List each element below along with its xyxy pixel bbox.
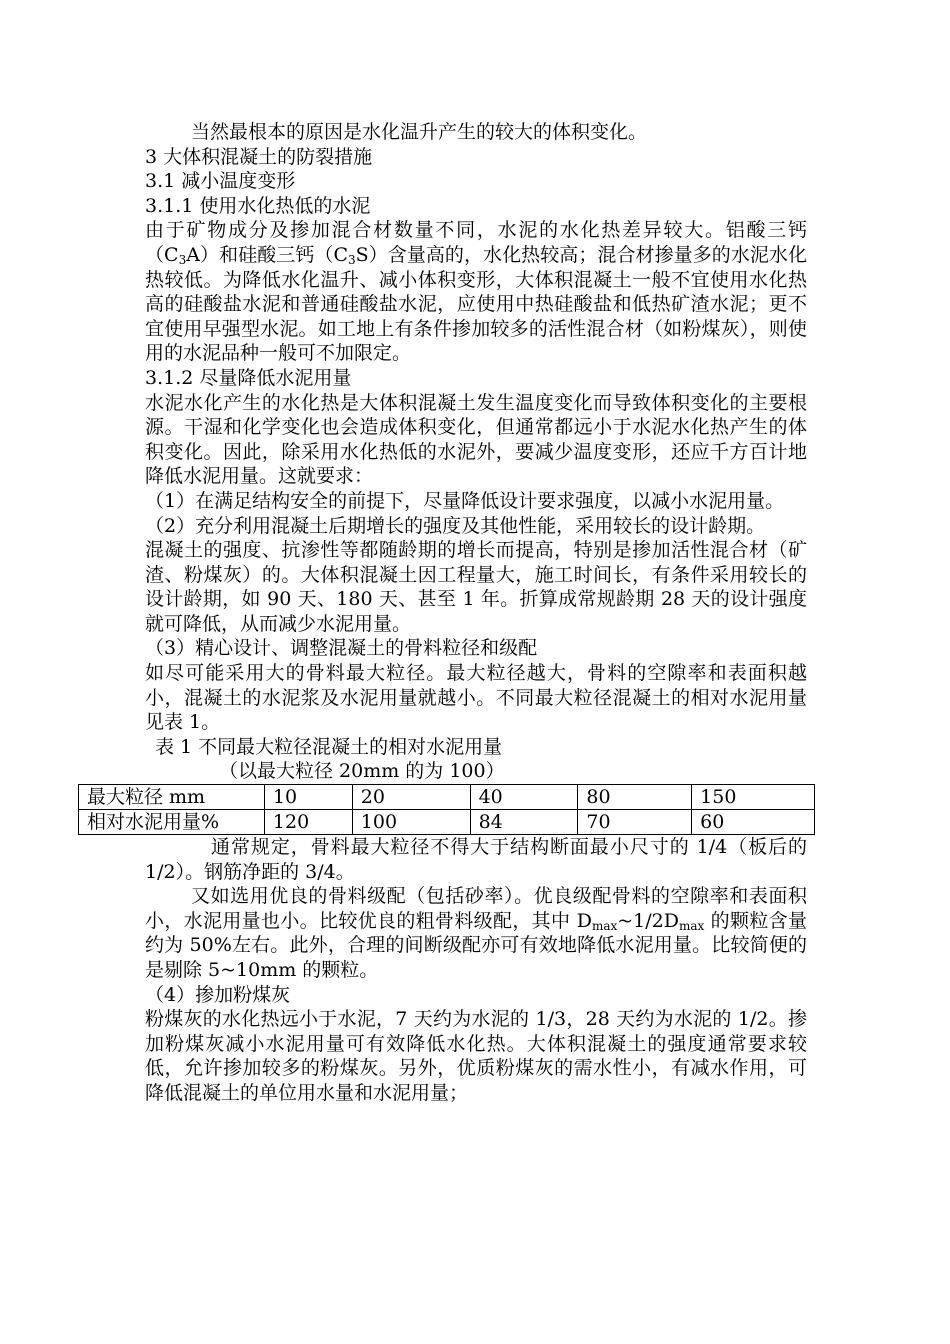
- table-cell: 84: [470, 810, 578, 835]
- text-run: 由于矿物成分及掺加混合材数量不同，水泥的水化热差异较大。铝酸三钙（C: [145, 219, 807, 266]
- table-cell: 20: [352, 785, 470, 810]
- table-row: [79, 810, 815, 835]
- table-cell: 100: [352, 810, 470, 835]
- table-caption-note: （以最大粒径 20mm 的为 100）: [219, 760, 505, 783]
- subscript: max: [678, 918, 705, 933]
- paragraph-fly-ash: 粉煤灰的水化热远小于水泥，7 天约为水泥的 1/3，28 天约为水泥的 1/2。掺加粉煤灰减小水泥用量可有效降低水化热。大体积混凝土的强度通常要求较低，允许掺加较多的粉煤灰。另外，优质粉煤灰的需水性小，有减水作用，可降低混凝土的单位用水量和水泥用量；: [145, 1008, 807, 1104]
- subscript: 3: [178, 252, 187, 267]
- table-cell: 最大粒径 mm: [79, 785, 265, 810]
- list-item-1: （1）在满足结构安全的前提下，尽量降低设计要求强度，以减小水泥用量。: [145, 489, 785, 512]
- cement-ratio-table: [78, 784, 815, 835]
- document-page: [87, 120, 807, 1106]
- table-cell: 120: [264, 810, 352, 835]
- table-cell: 80: [578, 785, 692, 810]
- text-run: A）和硅酸三钙（C: [186, 243, 348, 266]
- paragraph-reduce-cement: 水泥水化产生的水化热是大体积混凝土发生温度变化而导致体积变化的主要根源。干湿和化学变化也会造成体积变化，但通常都远小于水泥水化热产生的体积变化。因此，除采用水化热低的水泥外，要减少温度变形，还应千方百计地降低水泥用量。这就要求：: [145, 391, 807, 488]
- paragraph-age: 混凝土的强度、抗渗性等都随龄期的增长而提高，特别是掺加活性混合材（矿渣、粉煤灰）的。大体积混凝土因工程量大，施工时间长，有条件采用较长的设计龄期，如 90 天、180 天、甚至 1 年。折算成常规龄期 28 天的设计强度就可降低，从而减少水泥用量。: [145, 539, 807, 635]
- list-item-3: （3）精心设计、调整混凝土的骨料粒径和级配: [145, 637, 538, 660]
- table-cell: 相对水泥用量%: [79, 810, 265, 835]
- text-run: 的颗粒含量约为 50%左右。此外，合理的间断级配亦可有效地降低水泥用量。比较简便的是剔除 5~10mm 的颗粒。: [145, 909, 807, 981]
- table-cell: 70: [578, 810, 692, 835]
- table-cell: 10: [264, 785, 352, 810]
- paragraph-gradation: [145, 884, 807, 982]
- list-item-4: （4）掺加粉煤灰: [145, 983, 291, 1006]
- heading-section-3-1-2: 3.1.2 尽量降低水泥用量: [145, 366, 352, 389]
- subscript: 3: [347, 252, 356, 267]
- text-run: ~1/2D: [617, 909, 679, 932]
- paragraph-aggregate: 如尽可能采用大的骨料最大粒径。最大粒径越大，骨料的空隙率和表面积越小，混凝土的水泥浆及水泥用量就越小。不同最大粒径混凝土的相对水泥用量见表 1。: [145, 662, 807, 734]
- paragraph-max-size-rule: 通常规定，骨料最大粒径不得大于结构断面最小尺寸的 1/4（板后的 1/2）。钢筋净距的 3/4。: [145, 836, 807, 883]
- heading-section-3-1-1: 3.1.1 使用水化热低的水泥: [145, 194, 371, 217]
- paragraph-cement-type: [145, 218, 807, 366]
- list-item-2: （2）充分利用混凝土后期增长的强度及其他性能，采用较长的设计龄期。: [145, 514, 766, 537]
- table-cell: 60: [692, 810, 815, 835]
- table-cell: 40: [470, 785, 578, 810]
- subscript: max: [591, 918, 618, 933]
- table-cell: 150: [692, 785, 815, 810]
- paragraph-cause: 当然最根本的原因是水化温升产生的较大的体积变化。: [191, 121, 648, 143]
- table-row: [79, 785, 815, 810]
- text-run: 又如选用优良的骨料级配（包括砂率）。优良级配骨料的空隙率和表面积小，水泥用量也小。比较优良的粗骨料级配，其中 D: [145, 885, 807, 932]
- heading-section-3-1: 3.1 减小温度变形: [145, 170, 296, 193]
- text-run: S）含量高的，水化热较高；混合材掺量多的水泥水化热较低。为降低水化温升、减小体积变形，大体积混凝土一般不宜使用水化热高的硅酸盐水泥和普通硅酸盐水泥，应使用中热硅酸盐和低热矿渣水泥；更不宜使用早强型水泥。如工地上有条件掺加较多的活性混合材（如粉煤灰），则使用的水泥品种一般可不加限定。: [145, 243, 807, 365]
- heading-section-3: 3 大体积混凝土的防裂措施: [145, 145, 373, 168]
- table-caption: 表 1 不同最大粒径混凝土的相对水泥用量: [155, 735, 503, 758]
